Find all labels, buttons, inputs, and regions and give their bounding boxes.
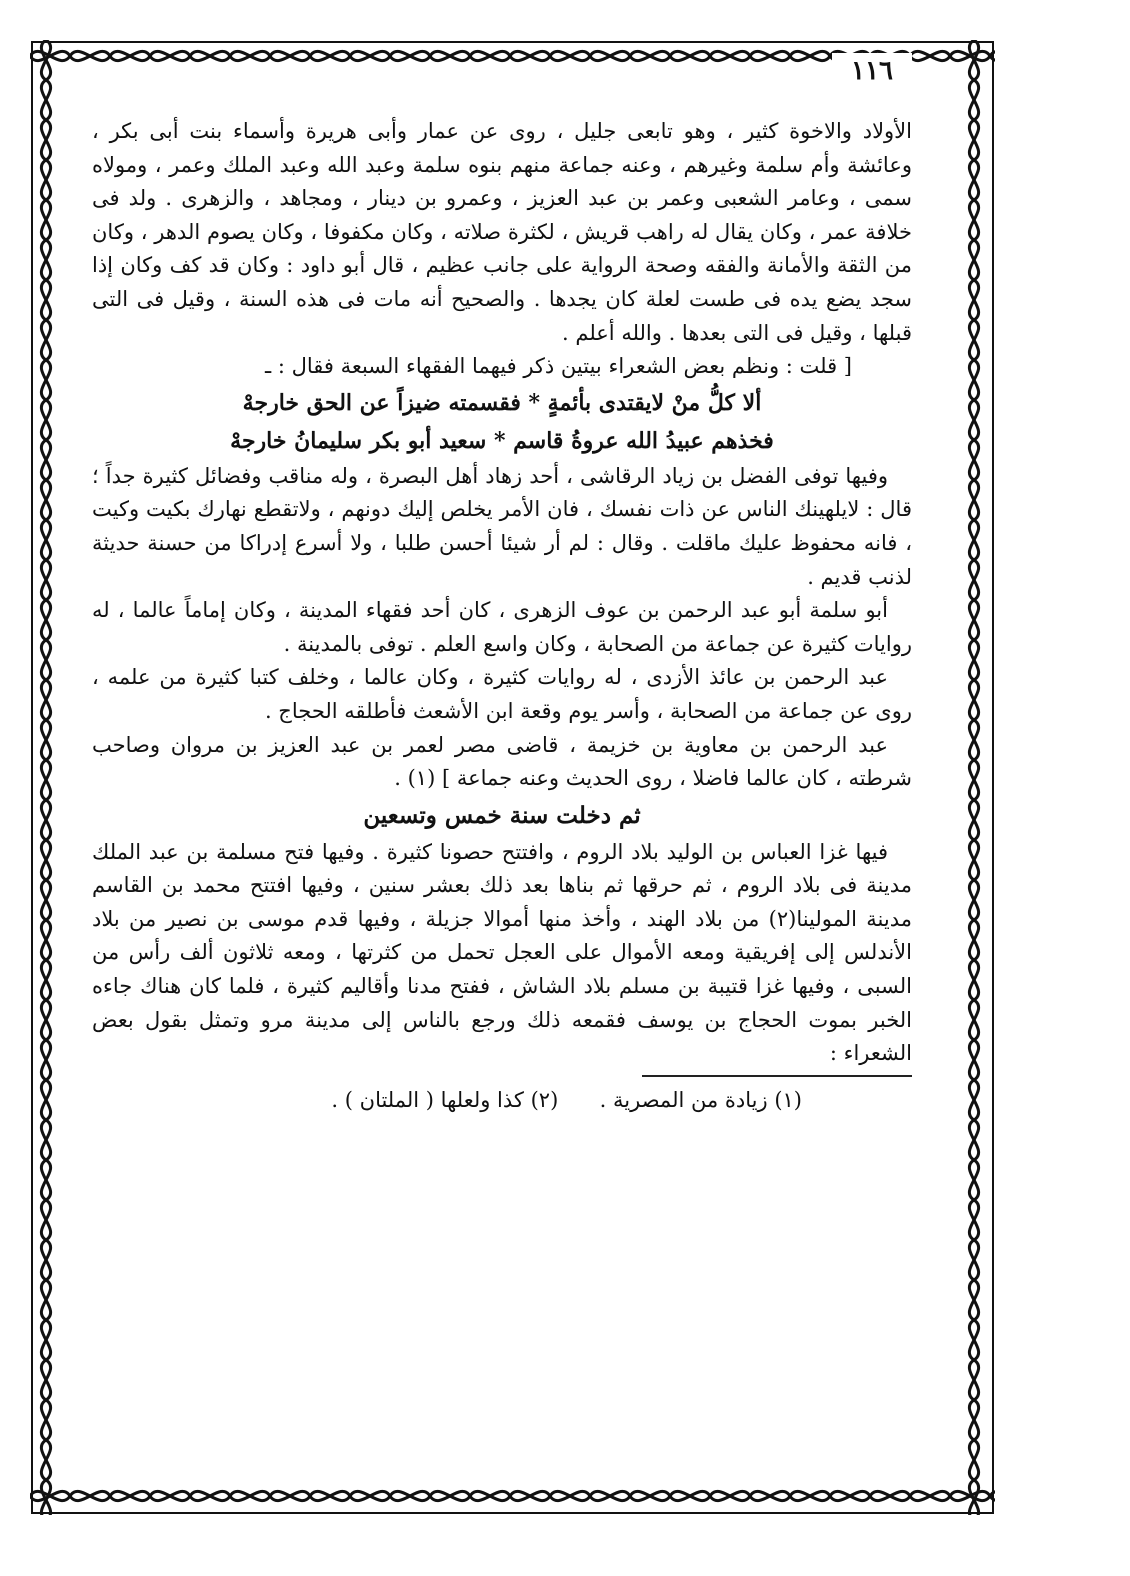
page-body: [92, 115, 912, 1415]
paragraph: عبد الرحمن بن عائذ الأزدى ، له روايات كثيرة ، وكان عالما ، وخلف كتبا كثيرة من علمه ، روى عن جماعة من الصحابة ، وأسر يوم وقعة ابن الأشعث فأطلقه الحجاج .: [92, 665, 912, 723]
paragraph: فيها غزا العباس بن الوليد بلاد الروم ، وافتتح حصونا كثيرة . وفيها فتح مسلمة بن عبد الملك مدينة فى بلاد الروم ، ثم حرقها ثم بناها بعد ذلك بعشر سنين ، وفيها افتتح محمد بن القاسم مدينة المولينا(٢) من بلاد الهند ، وأخذ منها أموالا جزيلة ، وفيها قدم موسى بن نصير من بلاد الأندلس إلى إفريقية ومعه الأموال على العجل تحمل من كثرتها ، ومعه ثلاثون ألف رأس من السبى ، وفيها غزا قتيبة بن مسلم بلاد الشاش ، ففتح مدنا وأقاليم كثيرة ، فلما كان هناك جاءه الخبر بموت الحجاج بن يوسف فقمعه ذلك ورجع بالناس إلى مدينة مرو وتمثل بقول بعض الشعراء :: [92, 839, 912, 1066]
footnotes: [92, 1083, 912, 1117]
footnote-divider: [642, 1075, 912, 1077]
footnote-number: (٢): [530, 1087, 559, 1112]
verse-line: ألا كلُّ منْ لايقتدى بأئمةٍ * فقسمته ضيزاً عن الحق خارجهْ: [242, 389, 762, 416]
verse-line: فخذهم عبيدُ الله عروةُ قاسم * سعيد أبو بكر سليمانُ خارجهْ: [230, 427, 774, 454]
paragraph: أبو سلمة أبو عبد الرحمن بن عوف الزهرى ، كان أحد فقهاء المدينة ، وكان إماماً عالما ، له روايات كثيرة عن جماعة من الصحابة ، وكان واسع العلم . توفى بالمدينة .: [92, 598, 912, 656]
footnote-text: كذا ولعلها ( الملتان ) .: [331, 1087, 524, 1112]
footnote-text: زيادة من المصرية .: [599, 1087, 768, 1112]
poem-intro: [ قلت : ونظم بعض الشعراء بيتين ذكر فيهما الفقهاء السبعة فقال : ـ: [265, 354, 852, 379]
section-heading: ثم دخلت سنة خمس وتسعين: [363, 801, 641, 829]
paragraph: وفيها توفى الفضل بن زياد الرقاشى ، أحد زهاد أهل البصرة ، وله مناقب وفضائل كثيرة جداً ؛ قال : لايلهينك الناس عن ذات نفسك ، فان الأمر يخلص إليك دونهم ، ولاتقطع نهارك بكيت وكيت ، فانه محفوظ عليك ماقلت . وقال : لم أر شيئا أحسن طلبا ، ولا أسرع إدراكا من حسنة حديثة لذنب قديم .: [92, 463, 912, 589]
paragraph: الأولاد والاخوة كثير ، وهو تابعى جليل ، روى عن عمار وأبى هريرة وأسماء بنت أبى بكر ، وعائشة وأم سلمة وغيرهم ، وعنه جماعة منهم بنوه سلمة وعبد الله وعبد الملك وعمر ، ومولاه سمى ، وعامر الشعبى وعمر بن عبد العزيز ، وعمرو بن دينار ، ومجاهد ، والزهرى . ولد فى خلافة عمر ، وكان يقال له راهب قريش ، لكثرة صلاته ، وكان مكفوفا ، وكان يصوم الدهر ، وكان من الثقة والأمانة والفقه وصحة الرواية على جانب عظيم ، قال أبو داود : وكان قد كف وكان إذا سجد يضع يده فى طست لعلة كان يجدها . والصحيح أنه مات فى هذه السنة ، وقيل فى التى قبلها ، وقيل فى التى بعدها . والله أعلم .: [92, 119, 913, 345]
footnote-number: (١): [774, 1087, 802, 1112]
paragraph: عبد الرحمن بن معاوية بن خزيمة ، قاضى مصر لعمر بن عبد العزيز بن مروان وصاحب شرطته ، كان عالما فاضلا ، روى الحديث وعنه جماعة ] (١) .: [92, 732, 912, 791]
page-number: ١١٦: [832, 53, 912, 89]
